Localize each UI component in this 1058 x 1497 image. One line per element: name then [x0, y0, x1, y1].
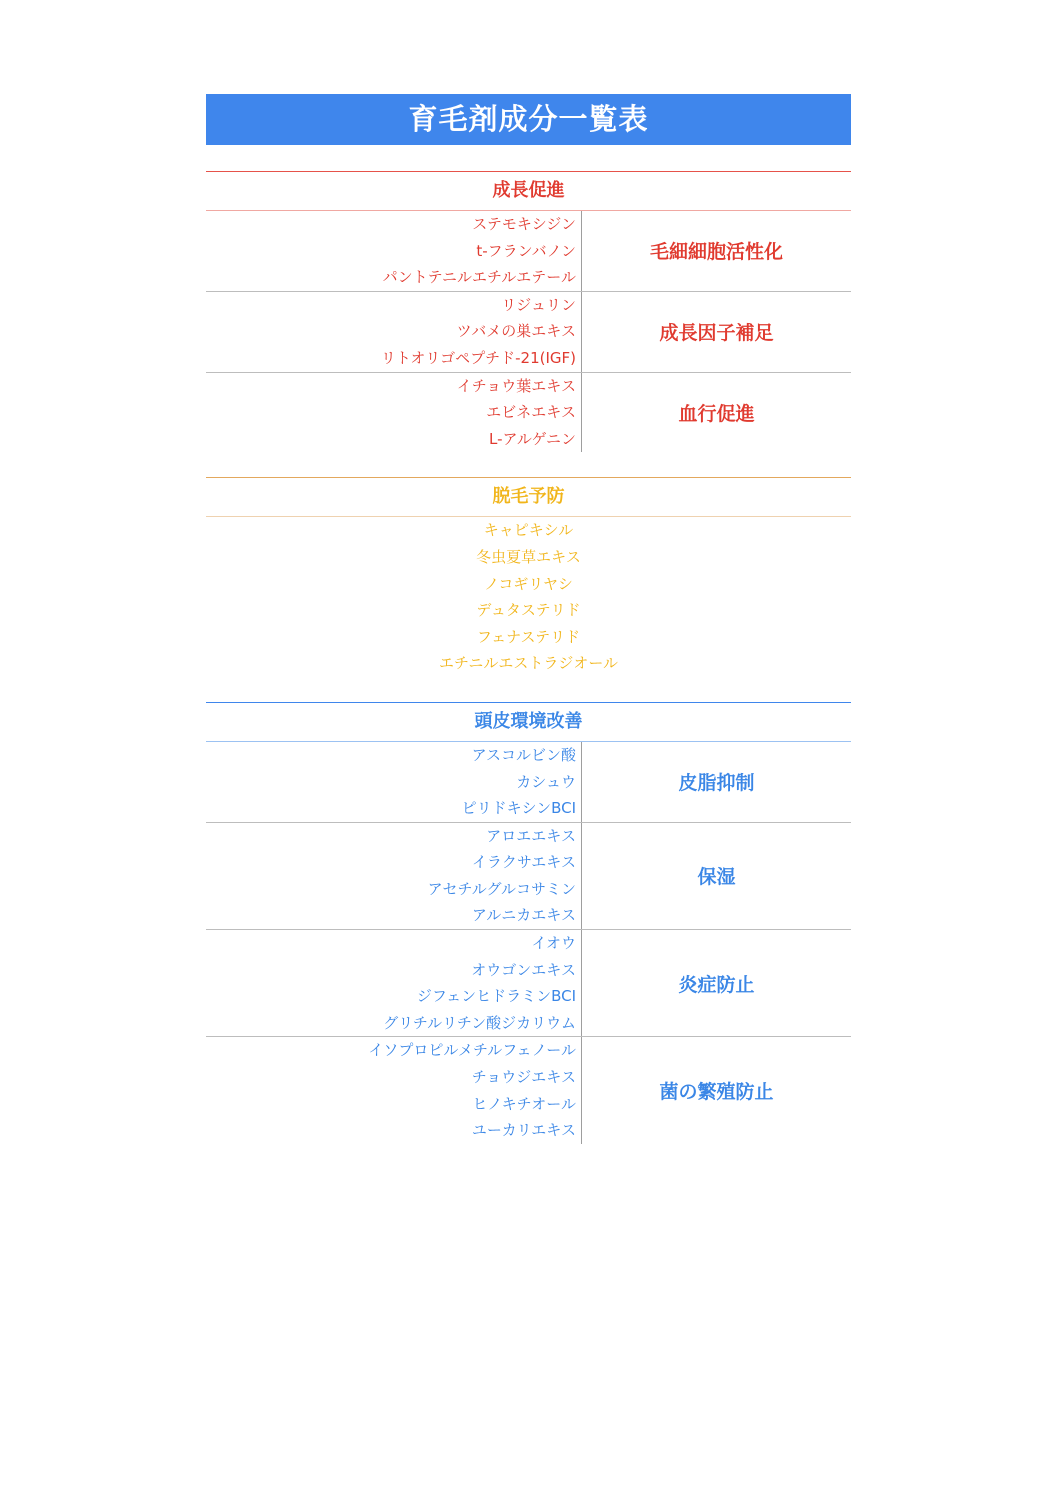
ingredient-item: フェナステリド	[476, 627, 581, 646]
ingredient-item: エビネエキス	[486, 403, 576, 422]
ingredient-item: グリチルリチン酸ジカリウム	[383, 1013, 576, 1032]
ingredient-group	[206, 822, 851, 929]
ingredient-item: イオウ	[531, 934, 576, 953]
ingredient-list	[206, 292, 582, 372]
ingredient-group	[206, 291, 851, 372]
ingredient-item: アルニカエキス	[471, 906, 576, 925]
section-scalp	[206, 702, 851, 1144]
ingredient-item: L-アルゲニン	[488, 429, 576, 448]
ingredient-group	[206, 372, 851, 453]
ingredient-item: デュタステリド	[476, 601, 581, 620]
ingredient-item: カシュウ	[516, 772, 576, 791]
effect-label: 炎症防止	[678, 973, 755, 996]
effect-label: 血行促進	[678, 402, 755, 425]
ingredient-group	[206, 211, 851, 291]
ingredient-item: アセチルグルコサミン	[427, 879, 576, 898]
ingredient-list	[206, 1037, 582, 1143]
ingredient-item: ノコギリヤシ	[484, 574, 573, 593]
section-heading-hairloss: 脱毛予防	[206, 477, 851, 517]
ingredient-list	[206, 373, 582, 453]
effect-label: 保湿	[697, 866, 736, 889]
ingredient-group	[206, 742, 851, 822]
effect-label: 菌の繁殖防止	[659, 1081, 774, 1104]
effect-label: 毛細細胞活性化	[649, 241, 783, 264]
ingredient-group	[206, 1036, 851, 1143]
ingredient-list	[206, 517, 851, 677]
ingredient-item: t-フランバノン	[476, 241, 576, 260]
ingredient-list	[206, 211, 582, 291]
ingredient-item: リジュリン	[501, 295, 576, 314]
section-growth	[206, 171, 851, 452]
ingredient-item: イソプロピルメチルフェノール	[368, 1041, 576, 1060]
ingredient-item: 冬虫夏草エキス	[476, 547, 581, 566]
ingredient-list	[206, 823, 582, 929]
ingredient-item: キャピキシル	[483, 521, 574, 540]
ingredient-item: ステモキシジン	[472, 215, 576, 233]
ingredient-item: ツバメの巣エキス	[456, 322, 576, 341]
section-heading-growth: 成長促進	[206, 171, 851, 211]
ingredient-item: チョウジエキス	[471, 1068, 576, 1087]
effect-label: 皮脂抑制	[678, 772, 755, 795]
section-hairloss	[206, 477, 851, 677]
ingredient-item: ピリドキシンBCI	[461, 799, 576, 818]
ingredient-list	[206, 742, 582, 822]
ingredient-item: ジフェンヒドラミンBCI	[416, 987, 576, 1006]
section-heading-scalp: 頭皮環境改善	[206, 702, 851, 742]
page-title: 育毛剤成分一覧表	[206, 94, 851, 145]
ingredient-sheet	[206, 94, 851, 1144]
ingredient-item: アロエエキス	[486, 826, 576, 845]
ingredient-item: ユーカリエキス	[471, 1121, 576, 1140]
ingredient-item: イチョウ葉エキス	[456, 376, 576, 395]
ingredient-group	[206, 929, 851, 1036]
ingredient-item: リトオリゴペプチド-21(IGF)	[380, 348, 576, 367]
ingredient-item: オウゴンエキス	[471, 960, 576, 979]
ingredient-list	[206, 930, 582, 1036]
ingredient-item: ヒノキチオール	[472, 1094, 576, 1113]
ingredient-item: パントテニルエチルエテール	[382, 268, 576, 287]
ingredient-item: アスコルビン酸	[471, 745, 576, 764]
ingredient-item: エチニルエストラジオール	[438, 654, 619, 673]
ingredient-item: イラクサエキス	[471, 853, 576, 872]
effect-label: 成長因子補足	[659, 322, 774, 345]
